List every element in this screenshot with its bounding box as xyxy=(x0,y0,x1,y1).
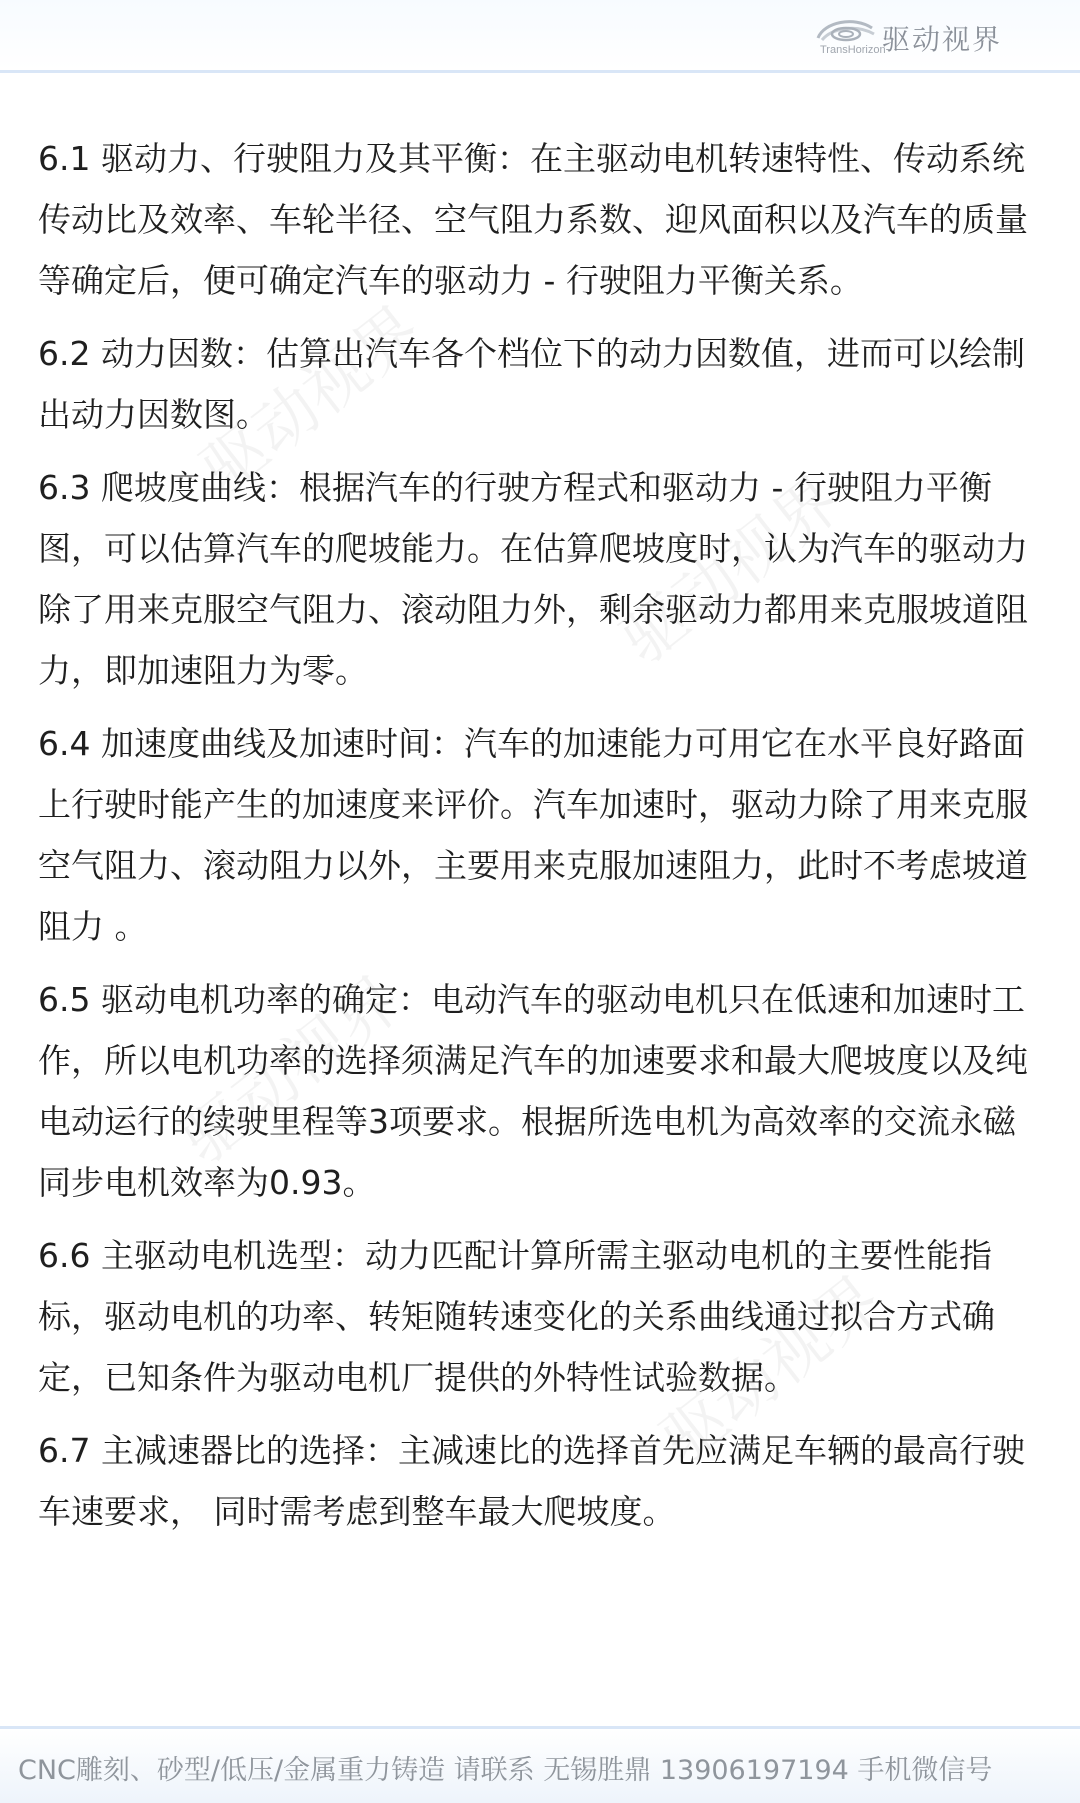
paragraph-6-6: 6.6 主驱动电机选型：动力匹配计算所需主驱动电机的主要性能指标，驱动电机的功率、转矩随转速变化的关系曲线通过拟合方式确定，已知条件为驱动电机厂提供的外特性试验数据。 xyxy=(38,1236,995,1397)
logo-subtext: TransHorizon xyxy=(820,44,886,56)
paragraph-6-1: 6.1 驱动力、行驶阻力及其平衡：在主驱动电机转速特性、传动系统传动比及效率、车轮半径、空气阻力系数、迎风面积以及汽车的质量等确定后，便可确定汽车的驱动力 - 行驶阻力平衡关系。 xyxy=(38,139,1028,300)
paragraph-6-5: 6.5 驱动电机功率的确定：电动汽车的驱动电机只在低速和加速时工作，所以电机功率的选择须满足汽车的加速要求和最大爬坡度以及纯电动运行的续驶里程等3项要求。根据所选电机为高效率的交流永磁同步电机效率为0.93。 xyxy=(38,980,1028,1202)
brand-logo xyxy=(814,8,1044,60)
paragraph-6-2: 6.2 动力因数：估算出汽车各个档位下的动力因数值，进而可以绘制出动力因数图。 xyxy=(38,334,1025,434)
document-body xyxy=(38,128,1038,1554)
header-band xyxy=(0,0,1080,73)
logo-text: 驱动视界 xyxy=(882,23,1003,56)
footer-band xyxy=(0,1726,1080,1803)
footer-contact-text: CNC雕刻、砂型/低压/金属重力铸造 请联系 无锡胜鼎 13906197194 手机微信号 xyxy=(18,1755,993,1786)
paragraph-6-7: 6.7 主减速器比的选择：主减速比的选择首先应满足车辆的最高行驶车速要求， 同时需考虑到整车最大爬坡度。 xyxy=(38,1431,1025,1531)
paragraph-6-4: 6.4 加速度曲线及加速时间：汽车的加速能力可用它在水平良好路面上行驶时能产生的加速度来评价。汽车加速时，驱动力除了用来克服空气阻力、滚动阻力以外，主要用来克服加速阻力，此时不考虑坡道阻力 。 xyxy=(38,724,1028,946)
car-swirl-logo-icon xyxy=(814,14,878,46)
paragraph-6-3: 6.3 爬坡度曲线：根据汽车的行驶方程式和驱动力 - 行驶阻力平衡图，可以估算汽车的爬坡能力。在估算爬坡度时，认为汽车的驱动力除了用来克服空气阻力、滚动阻力外，剩余驱动力都用来克服坡道阻力，即加速阻力为零。 xyxy=(38,468,1028,690)
